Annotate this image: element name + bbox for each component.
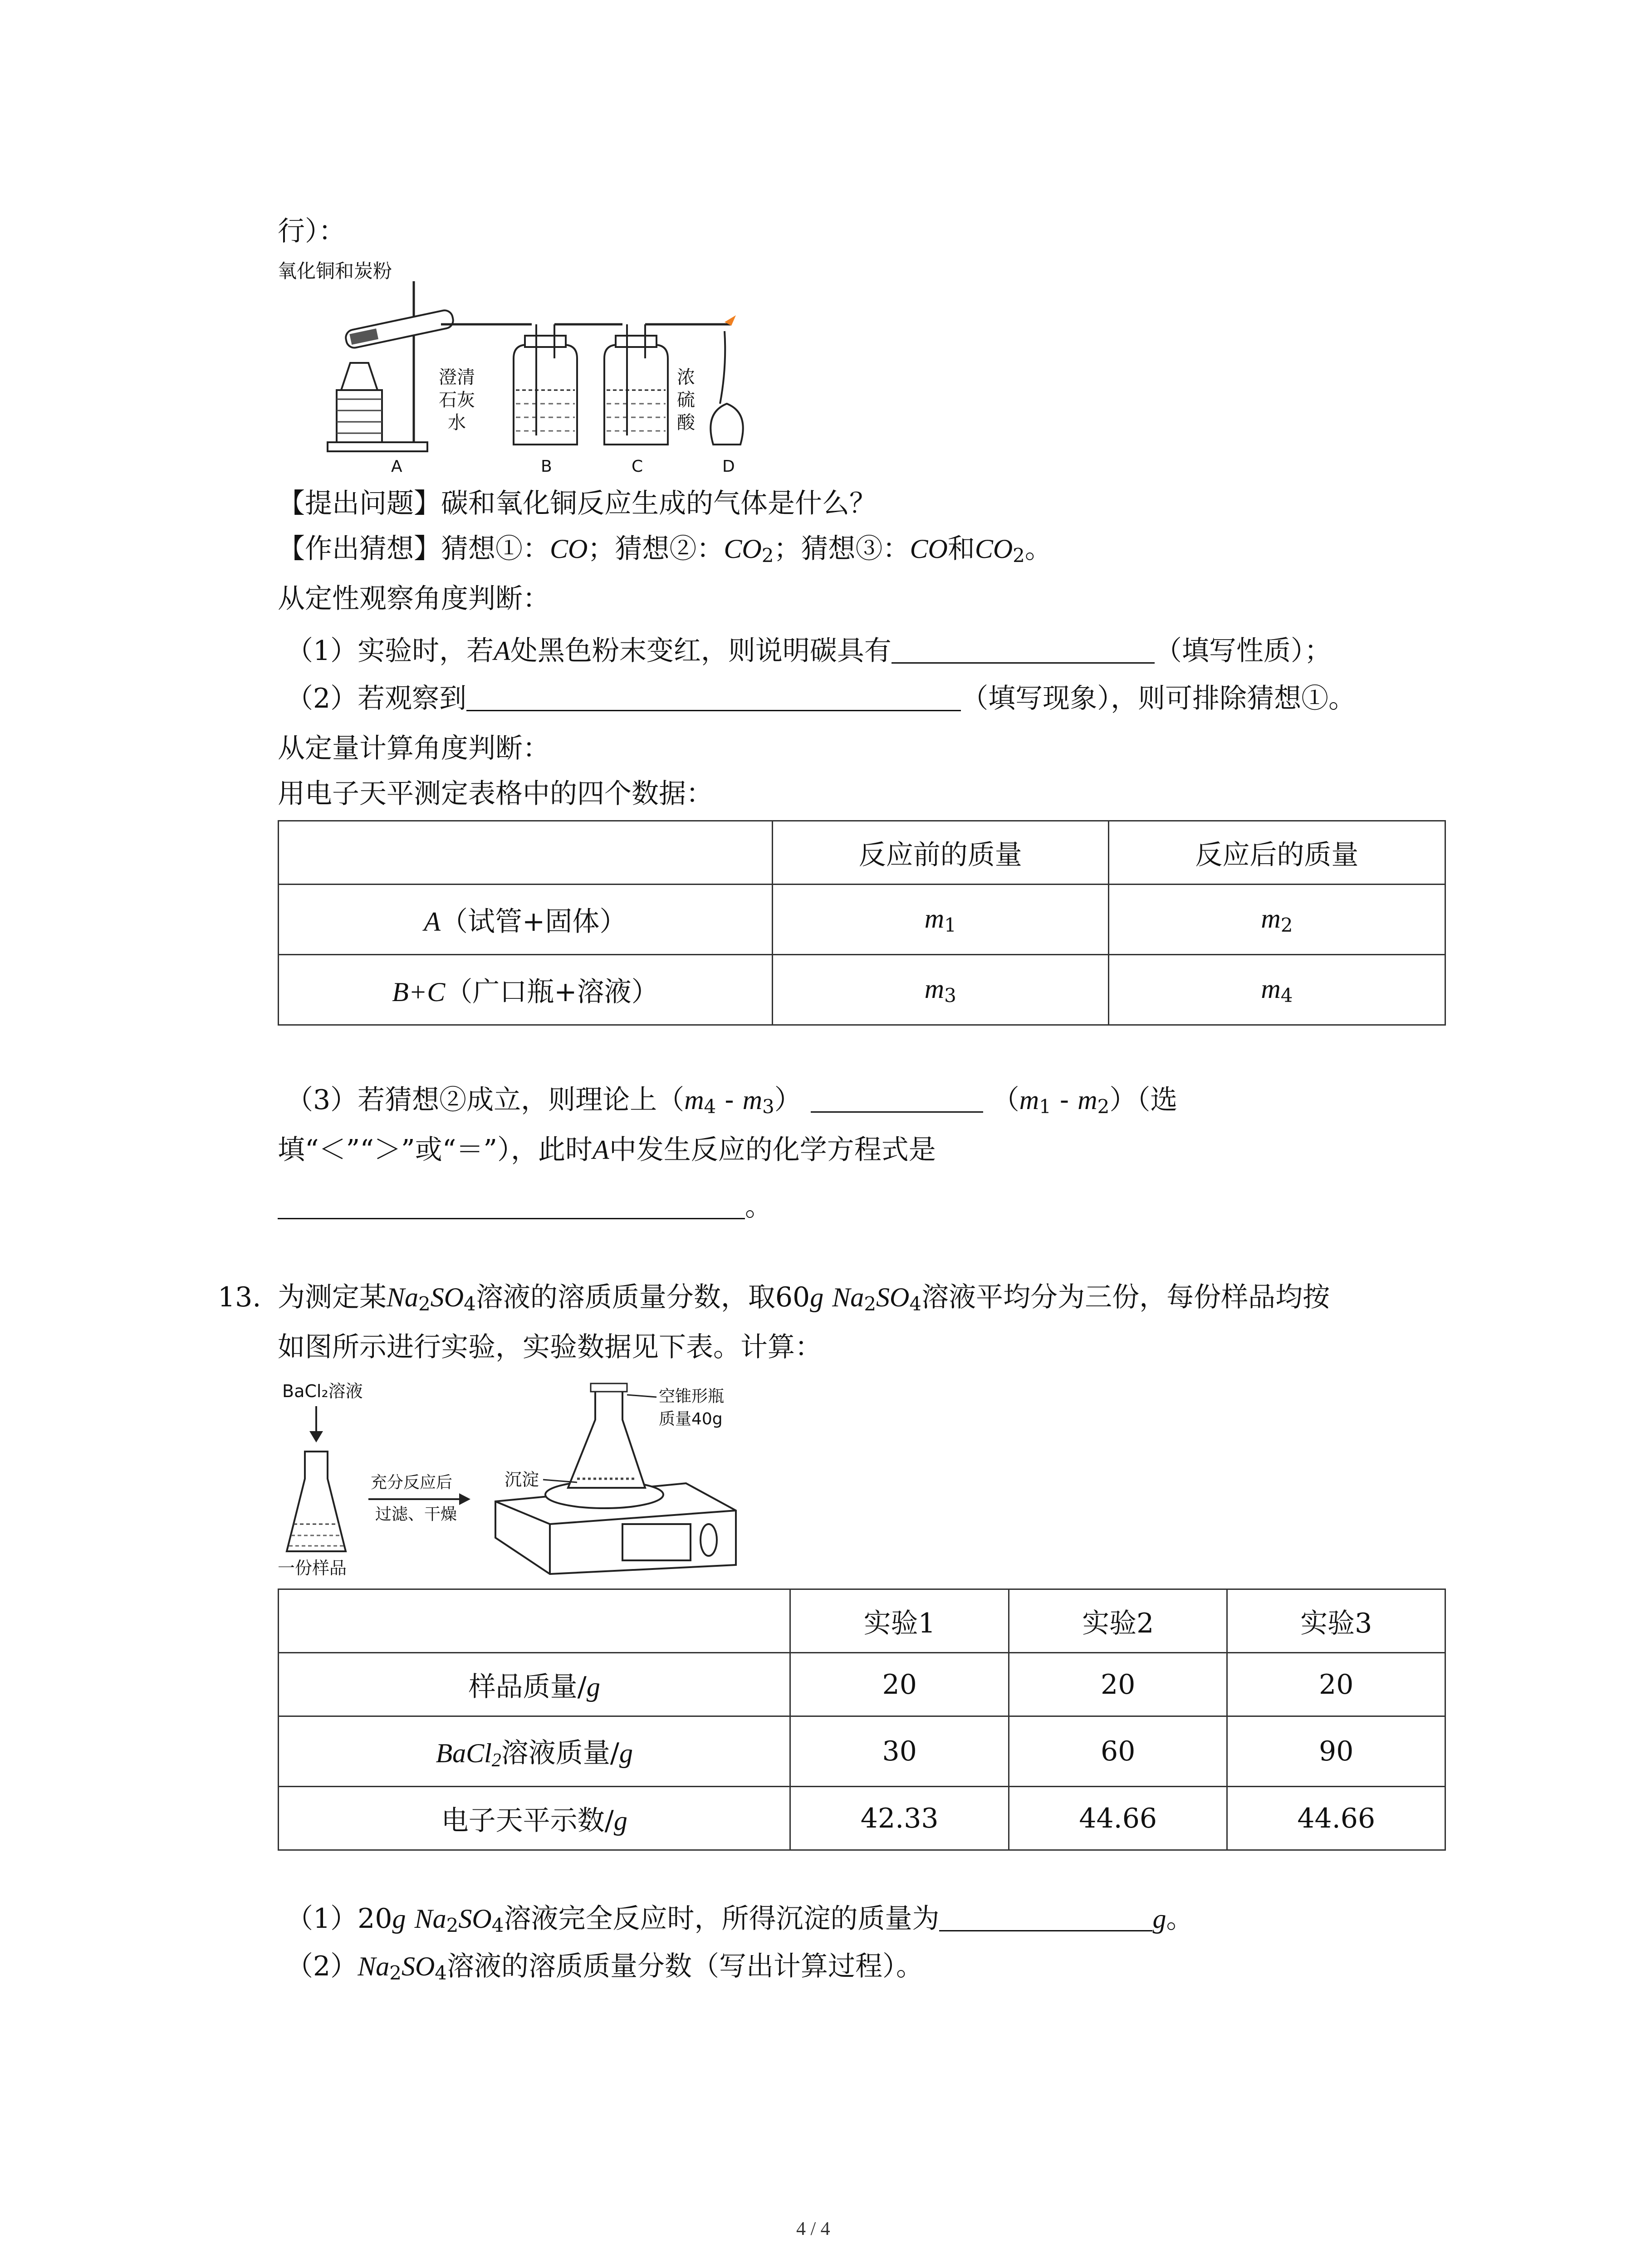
fig1-sulfuric-3: 酸	[677, 412, 695, 433]
table-row	[279, 1787, 1445, 1850]
fig2-arrow-label-1: 充分反应后	[371, 1473, 453, 1492]
question-13-part-2: $(2)Na_2SO_4$溶液的溶质质量分数（写出计算过程）。	[286, 1950, 924, 1984]
table-row	[279, 885, 1445, 955]
table-cell: 90	[1227, 1716, 1445, 1787]
table-header-cell	[279, 821, 773, 885]
table-cell: 60	[1009, 1716, 1227, 1787]
question-2: （2）若观察到 （填写现象），则可排除猜想①。	[286, 683, 1356, 714]
qualitative-heading: 从定性观察角度判断：	[278, 583, 550, 615]
table-cell: 20	[790, 1653, 1009, 1716]
table-row	[279, 1653, 1445, 1716]
table-header-cell: 反应前的质量	[772, 821, 1108, 885]
quantitative-heading: 从定量计算角度判断：	[278, 733, 550, 764]
row-label: 样品质量/g	[279, 1653, 790, 1716]
table-cell: 20	[1227, 1653, 1445, 1716]
fig1-sulfuric-1: 浓	[677, 367, 695, 388]
table-header-cell: 实验2	[1009, 1589, 1227, 1653]
table-header-row	[279, 1589, 1445, 1653]
question-line: 【提出问题】碳和氧化铜反应生成的气体是什么？	[278, 488, 877, 519]
fig2-sample: 一份样品	[278, 1558, 347, 1578]
question-13-line-1: 为测定某$Na_2SO_4$溶液的溶质质量分数，取60g $Na_2SO_4$溶液平均分为三份，每份样品均按	[278, 1281, 1330, 1315]
figure-balance	[278, 1374, 777, 1588]
question-13-part-1: （1）20g $Na_2SO_4$溶液完全反应时，所得沉淀的质量为 g。	[286, 1903, 1194, 1937]
table-row	[279, 1716, 1445, 1787]
answer-blank-equation[interactable]	[278, 1191, 745, 1219]
answer-blank-3[interactable]	[811, 1084, 983, 1113]
table-cell: 20	[1009, 1653, 1227, 1716]
figure-apparatus	[278, 254, 786, 481]
fig2-flask-label-1: 空锥形瓶	[659, 1387, 725, 1406]
mass-table	[278, 820, 1446, 1026]
table-cell: 42.33	[790, 1787, 1009, 1850]
table-header-row	[279, 821, 1445, 885]
hypothesis-line: 【作出猜想】猜想①：CO；猜想②：$CO_2$；猜想③：CO和$CO_2$。	[278, 533, 1052, 567]
row-after: $m_2$	[1108, 885, 1445, 955]
table-row	[279, 955, 1445, 1025]
row-after: $m_4$	[1108, 955, 1445, 1025]
row-label: A（试管+固体）	[279, 885, 773, 955]
answer-blank-precipitate[interactable]	[939, 1903, 1152, 1931]
fig1-label-a: A	[391, 457, 402, 476]
fig2-flask-label-2: 质量40g	[659, 1410, 723, 1428]
table-header-cell: 实验3	[1227, 1589, 1445, 1653]
fig1-label-d: D	[722, 457, 735, 476]
fig2-arrow-label-2: 过滤、干燥	[375, 1505, 457, 1524]
question-3-line-1: （3）若猜想②成立，则理论上$(m_4 - m_3)$ $(m_1 - m_2)$（选	[286, 1084, 1178, 1118]
fig1-limewater-1: 澄清	[439, 367, 475, 388]
table-header-cell: 反应后的质量	[1108, 821, 1445, 885]
question-13-number: 13.	[218, 1281, 261, 1313]
fig2-reagent: BaCl₂溶液	[282, 1381, 363, 1401]
experiment-table	[278, 1589, 1446, 1851]
fig1-label-c: C	[632, 457, 643, 476]
page-number: 4 / 4	[796, 2219, 830, 2239]
question-3-line-3: 。	[278, 1188, 772, 1225]
table-header-cell: 实验1	[790, 1589, 1009, 1653]
row-label: 电子天平示数/g	[279, 1787, 790, 1850]
question-1: （1）实验时，若A处黑色粉末变红，则说明碳具有 （填写性质）；	[286, 635, 1332, 667]
table-cell: 30	[790, 1716, 1009, 1787]
question-13-line-2: 如图所示进行实验，实验数据见下表。计算：	[278, 1331, 822, 1363]
fig1-top-label: 氧化铜和炭粉	[278, 260, 392, 282]
row-label: B+C（广口瓶+溶液）	[279, 955, 773, 1025]
intro-text: 行）：	[278, 215, 346, 247]
measure-line: 用电子天平测定表格中的四个数据：	[278, 778, 713, 810]
table-cell: 44.66	[1009, 1787, 1227, 1850]
table-header-cell	[279, 1589, 790, 1653]
row-before: $m_3$	[772, 955, 1108, 1025]
fig1-limewater-2: 石灰	[439, 390, 475, 411]
row-before: $m_1$	[772, 885, 1108, 955]
fig1-sulfuric-2: 硫	[677, 390, 695, 411]
question-3-line-2: 填“＜”“＞”或“＝”），此时A中发生反应的化学方程式是	[278, 1134, 936, 1166]
fig1-limewater-3: 水	[448, 412, 466, 433]
table-cell: 44.66	[1227, 1787, 1445, 1850]
answer-blank-2[interactable]	[466, 683, 961, 711]
answer-blank-1[interactable]	[892, 635, 1155, 664]
fig2-precipitate: 沉淀	[505, 1470, 539, 1490]
fig1-label-b: B	[541, 457, 552, 476]
row-label: BaCl$_2$溶液质量/g	[279, 1716, 790, 1787]
